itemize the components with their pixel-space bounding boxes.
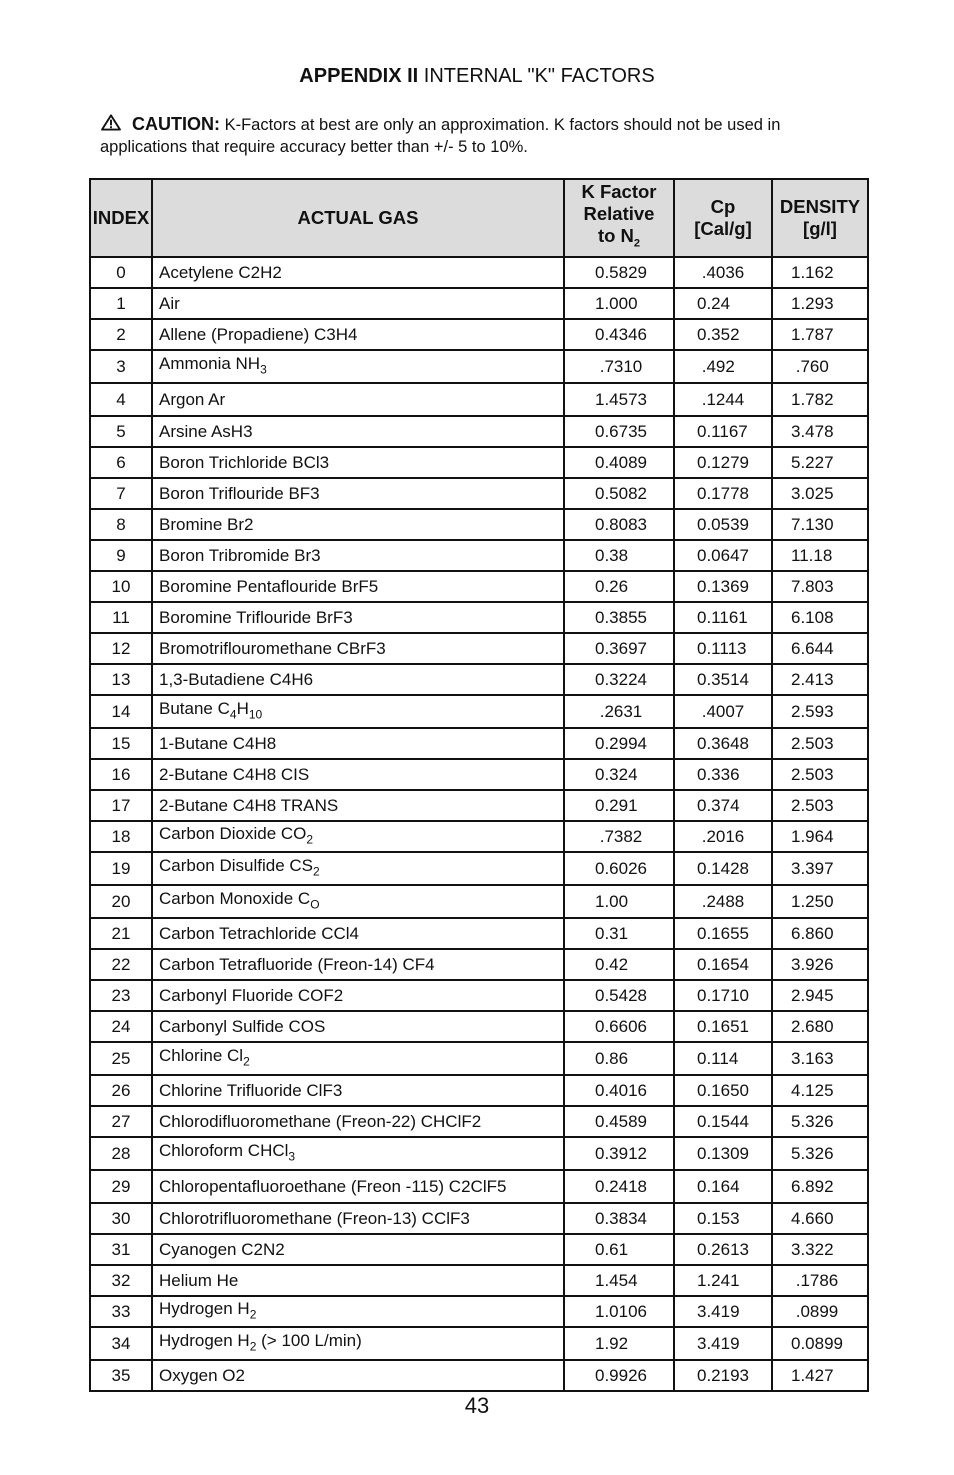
gas-name: Helium He	[159, 1270, 239, 1290]
cell-gas	[152, 918, 564, 949]
gas-name: 1,3-Butadiene C4H6	[159, 669, 314, 689]
table-body	[90, 257, 868, 1391]
cell-cp: .1244	[674, 383, 772, 416]
gas-name: Carbon Tetrachloride CCl4	[159, 923, 360, 943]
gas-name: Butane C	[159, 698, 230, 718]
cell-index: 4	[90, 383, 152, 416]
cell-gas	[152, 257, 564, 288]
table-row	[90, 1042, 868, 1075]
cell-gas	[152, 383, 564, 416]
cell-density: 2.413	[772, 664, 868, 695]
cell-cp: 0.1710	[674, 980, 772, 1011]
cell-index: 12	[90, 633, 152, 664]
cell-k-factor: 0.4089	[564, 447, 674, 478]
cell-density: 1.427	[772, 1360, 868, 1391]
cell-cp: 0.153	[674, 1203, 772, 1234]
cell-gas	[152, 571, 564, 602]
cell-density: .760	[772, 350, 868, 383]
gas-name: Hydrogen H	[159, 1298, 250, 1318]
cell-index: 18	[90, 821, 152, 852]
gas-name: Chlorodifluoromethane (Freon-22) CHClF2	[159, 1111, 482, 1131]
cell-index: 21	[90, 918, 152, 949]
gas-name: Cyanogen C2N2	[159, 1239, 285, 1259]
gas-name: Chlorine Trifluoride ClF3	[159, 1080, 343, 1100]
table-row	[90, 633, 868, 664]
cell-index: 32	[90, 1265, 152, 1296]
table-row	[90, 416, 868, 447]
table-row	[90, 759, 868, 790]
cell-index: 22	[90, 949, 152, 980]
cell-density: 6.860	[772, 918, 868, 949]
col-header-index: INDEX	[90, 179, 152, 257]
cell-gas	[152, 1137, 564, 1170]
gas-name: Carbon Tetrafluoride (Freon-14) CF4	[159, 954, 435, 974]
cell-index: 29	[90, 1170, 152, 1203]
cell-gas	[152, 1106, 564, 1137]
gas-name: Bromine Br2	[159, 514, 254, 534]
table-row	[90, 540, 868, 571]
gas-name: Carbon Monoxide C	[159, 888, 311, 908]
cell-gas	[152, 1203, 564, 1234]
cell-density: 2.593	[772, 695, 868, 728]
table-row	[90, 288, 868, 319]
cell-index: 24	[90, 1011, 152, 1042]
cell-gas	[152, 1234, 564, 1265]
gas-subscript: 4	[229, 707, 237, 722]
col-header-k-factor	[564, 179, 674, 257]
gas-name: Carbonyl Fluoride COF2	[159, 985, 344, 1005]
cell-cp: .4007	[674, 695, 772, 728]
cell-gas	[152, 478, 564, 509]
cell-density: 6.892	[772, 1170, 868, 1203]
table-row	[90, 821, 868, 852]
cell-gas	[152, 949, 564, 980]
cell-k-factor: 1.454	[564, 1265, 674, 1296]
cell-index: 2	[90, 319, 152, 350]
cell-cp: 0.3648	[674, 728, 772, 759]
cell-density: 1.162	[772, 257, 868, 288]
cell-k-factor: 0.86	[564, 1042, 674, 1075]
cell-k-factor: 0.42	[564, 949, 674, 980]
cell-gas	[152, 447, 564, 478]
cell-density: 4.660	[772, 1203, 868, 1234]
gas-name: 2-Butane C4H8 CIS	[159, 764, 310, 784]
table-row	[90, 1170, 868, 1203]
cell-density: 3.478	[772, 416, 868, 447]
cell-cp: 0.1309	[674, 1137, 772, 1170]
cell-k-factor: 1.000	[564, 288, 674, 319]
k-header-line1: K Factor	[581, 181, 657, 203]
gas-name: Argon Ar	[159, 389, 226, 409]
cell-gas	[152, 1265, 564, 1296]
cell-gas	[152, 602, 564, 633]
col-header-cp	[674, 179, 772, 257]
cell-density: 7.803	[772, 571, 868, 602]
cell-cp: 0.1161	[674, 602, 772, 633]
cell-density: 3.025	[772, 478, 868, 509]
cell-cp: .2016	[674, 821, 772, 852]
cell-density: 1.250	[772, 885, 868, 918]
cell-cp: 0.0539	[674, 509, 772, 540]
cell-k-factor: 1.0106	[564, 1296, 674, 1327]
cell-cp: 0.352	[674, 319, 772, 350]
cell-density: .1786	[772, 1265, 868, 1296]
cell-gas	[152, 790, 564, 821]
cell-cp: 0.1655	[674, 918, 772, 949]
cell-index: 20	[90, 885, 152, 918]
cell-k-factor: 0.324	[564, 759, 674, 790]
table-row	[90, 447, 868, 478]
gas-name: Oxygen O2	[159, 1365, 245, 1385]
cell-gas	[152, 695, 564, 728]
table-row	[90, 257, 868, 288]
cell-k-factor: 1.4573	[564, 383, 674, 416]
gas-name: Boron Tribromide Br3	[159, 545, 321, 565]
cell-k-factor: .7382	[564, 821, 674, 852]
gas-name: Chlorine Cl	[159, 1045, 244, 1065]
cell-index: 33	[90, 1296, 152, 1327]
cell-k-factor: .7310	[564, 350, 674, 383]
table-row	[90, 1106, 868, 1137]
cell-gas	[152, 633, 564, 664]
cp-header-line1: Cp	[710, 196, 736, 217]
cell-k-factor: 1.92	[564, 1327, 674, 1360]
gas-subscript: 2	[306, 832, 314, 847]
cell-density: 2.945	[772, 980, 868, 1011]
cell-gas	[152, 821, 564, 852]
table-row	[90, 602, 868, 633]
cell-density: 4.125	[772, 1075, 868, 1106]
cell-gas	[152, 416, 564, 447]
gas-name: Hydrogen H	[159, 1330, 250, 1350]
cell-k-factor: 1.00	[564, 885, 674, 918]
cell-gas	[152, 509, 564, 540]
cell-gas	[152, 885, 564, 918]
cell-index: 7	[90, 478, 152, 509]
page-title	[0, 64, 954, 88]
table-row	[90, 1075, 868, 1106]
table-row	[90, 885, 868, 918]
k-header-line3: to N	[597, 225, 634, 247]
cell-gas	[152, 350, 564, 383]
cell-cp: 0.1651	[674, 1011, 772, 1042]
cell-cp: .492	[674, 350, 772, 383]
cell-gas	[152, 1075, 564, 1106]
cell-k-factor: 0.3912	[564, 1137, 674, 1170]
table-row	[90, 664, 868, 695]
gas-name: 1-Butane C4H8	[159, 733, 277, 753]
cell-index: 0	[90, 257, 152, 288]
cell-index: 6	[90, 447, 152, 478]
gas-name: Boromine Triflouride BrF3	[159, 607, 353, 627]
cell-index: 35	[90, 1360, 152, 1391]
cell-index: 8	[90, 509, 152, 540]
cell-density: 2.503	[772, 759, 868, 790]
cell-index: 17	[90, 790, 152, 821]
density-header-line2: [g/l]	[803, 218, 837, 239]
cell-cp: 0.1778	[674, 478, 772, 509]
cell-density: 0.0899	[772, 1327, 868, 1360]
cell-cp: 0.1279	[674, 447, 772, 478]
table-row	[90, 728, 868, 759]
gas-subscript: 2	[249, 1339, 257, 1354]
gas-name: Chlorotrifluoromethane (Freon-13) CClF3	[159, 1208, 470, 1228]
gas-name: Boron Trichloride BCl3	[159, 452, 330, 472]
page-number: 43	[464, 1393, 490, 1418]
cell-cp: 0.336	[674, 759, 772, 790]
table-row	[90, 918, 868, 949]
cell-k-factor: 0.31	[564, 918, 674, 949]
cell-index: 11	[90, 602, 152, 633]
table-row	[90, 350, 868, 383]
cell-index: 28	[90, 1137, 152, 1170]
table-row	[90, 478, 868, 509]
warning-triangle-icon	[100, 114, 122, 131]
cell-density: 2.503	[772, 790, 868, 821]
table-header-row	[90, 179, 868, 257]
table-row	[90, 571, 868, 602]
cell-gas	[152, 1011, 564, 1042]
k-header-sub: 2	[633, 237, 641, 250]
cell-index: 19	[90, 852, 152, 885]
cell-density: 6.108	[772, 602, 868, 633]
table-row	[90, 1234, 868, 1265]
cell-k-factor: 0.38	[564, 540, 674, 571]
cell-k-factor: 0.3855	[564, 602, 674, 633]
cell-index: 13	[90, 664, 152, 695]
gas-name: Chloroform CHCl	[159, 1140, 289, 1160]
cell-gas	[152, 1327, 564, 1360]
gas-name: Carbon Disulfide CS	[159, 855, 314, 875]
cell-cp: 0.1650	[674, 1075, 772, 1106]
gas-name: Carbon Dioxide CO	[159, 823, 307, 843]
table-row	[90, 1327, 868, 1360]
cell-index: 10	[90, 571, 152, 602]
cell-index: 14	[90, 695, 152, 728]
cell-cp: 0.374	[674, 790, 772, 821]
cell-cp: 0.1167	[674, 416, 772, 447]
cell-cp: 0.164	[674, 1170, 772, 1203]
cell-gas	[152, 759, 564, 790]
cell-k-factor: 0.4589	[564, 1106, 674, 1137]
table-row	[90, 1360, 868, 1391]
table-row	[90, 383, 868, 416]
cell-cp: 0.1428	[674, 852, 772, 885]
cell-gas	[152, 1360, 564, 1391]
cell-cp: 0.1654	[674, 949, 772, 980]
cell-cp: 0.1113	[674, 633, 772, 664]
cp-header-line2: [Cal/g]	[694, 218, 752, 239]
cell-gas	[152, 288, 564, 319]
cell-density: 3.397	[772, 852, 868, 885]
cell-index: 23	[90, 980, 152, 1011]
cell-index: 25	[90, 1042, 152, 1075]
cell-cp: 3.419	[674, 1296, 772, 1327]
cell-cp: 0.3514	[674, 664, 772, 695]
cell-index: 27	[90, 1106, 152, 1137]
gas-name: Arsine AsH3	[159, 421, 253, 441]
cell-index: 15	[90, 728, 152, 759]
col-header-gas: ACTUAL GAS	[152, 179, 564, 257]
table-row	[90, 980, 868, 1011]
cell-index: 9	[90, 540, 152, 571]
cell-density: 1.964	[772, 821, 868, 852]
cell-k-factor: 0.61	[564, 1234, 674, 1265]
cell-density: 1.782	[772, 383, 868, 416]
cell-index: 5	[90, 416, 152, 447]
cell-density: 5.326	[772, 1137, 868, 1170]
gas-name: Boromine Pentaflouride BrF5	[159, 576, 379, 596]
cell-density: 11.18	[772, 540, 868, 571]
cell-index: 34	[90, 1327, 152, 1360]
cell-cp: 0.2193	[674, 1360, 772, 1391]
caution-note	[100, 113, 860, 158]
cell-gas	[152, 664, 564, 695]
cell-gas	[152, 1042, 564, 1075]
cell-density: 1.787	[772, 319, 868, 350]
gas-name: Boron Triflouride BF3	[159, 483, 320, 503]
cell-k-factor: 0.26	[564, 571, 674, 602]
cell-gas	[152, 1170, 564, 1203]
cell-gas	[152, 319, 564, 350]
cell-k-factor: 0.5428	[564, 980, 674, 1011]
cell-k-factor: 0.2418	[564, 1170, 674, 1203]
cell-cp: 0.24	[674, 288, 772, 319]
page-title-rest: INTERNAL "K" FACTORS	[418, 65, 655, 87]
caution-text: K-Factors at best are only an approximation. K factors should not be used in applications that require accuracy better than +/- 5 to 10%.	[100, 116, 781, 156]
table-row	[90, 695, 868, 728]
cell-density: 7.130	[772, 509, 868, 540]
cell-k-factor: 0.3697	[564, 633, 674, 664]
k-header-line2: Relative	[583, 203, 655, 225]
cell-cp: 1.241	[674, 1265, 772, 1296]
cell-cp: 0.2613	[674, 1234, 772, 1265]
table-row	[90, 1265, 868, 1296]
cell-cp: 0.1544	[674, 1106, 772, 1137]
cell-density: .0899	[772, 1296, 868, 1327]
cell-density: 5.227	[772, 447, 868, 478]
cell-cp: .4036	[674, 257, 772, 288]
cell-cp: .2488	[674, 885, 772, 918]
k-factor-table	[89, 178, 869, 1392]
table-row	[90, 1203, 868, 1234]
gas-name: Bromotriflouromethane CBrF3	[159, 638, 386, 658]
cell-k-factor: .2631	[564, 695, 674, 728]
gas-name: Allene (Propadiene) C3H4	[159, 324, 358, 344]
cell-cp: 0.1369	[674, 571, 772, 602]
gas-name-tail: (> 100 L/min)	[256, 1330, 362, 1350]
cell-gas	[152, 980, 564, 1011]
cell-k-factor: 0.3834	[564, 1203, 674, 1234]
cell-density: 3.926	[772, 949, 868, 980]
cell-density: 6.644	[772, 633, 868, 664]
table-row	[90, 852, 868, 885]
gas-name: 2-Butane C4H8 TRANS	[159, 795, 339, 815]
gas-subscript: 3	[288, 1149, 296, 1164]
cell-k-factor: 0.291	[564, 790, 674, 821]
gas-subscript: 3	[260, 362, 267, 377]
gas-name-mid: H	[236, 698, 249, 718]
table-row	[90, 949, 868, 980]
cell-density: 5.326	[772, 1106, 868, 1137]
gas-subscript: 2	[243, 1054, 250, 1069]
table-row	[90, 790, 868, 821]
cell-k-factor: 0.2994	[564, 728, 674, 759]
cell-k-factor: 0.4016	[564, 1075, 674, 1106]
cell-index: 16	[90, 759, 152, 790]
table-row	[90, 319, 868, 350]
cell-density: 2.680	[772, 1011, 868, 1042]
cell-k-factor: 0.4346	[564, 319, 674, 350]
cell-index: 31	[90, 1234, 152, 1265]
cell-density: 2.503	[772, 728, 868, 759]
cell-index: 26	[90, 1075, 152, 1106]
cell-cp: 3.419	[674, 1327, 772, 1360]
cell-k-factor: 0.9926	[564, 1360, 674, 1391]
col-header-density	[772, 179, 868, 257]
gas-name: Ammonia NH	[159, 353, 261, 373]
cell-k-factor: 0.8083	[564, 509, 674, 540]
cell-density: 3.163	[772, 1042, 868, 1075]
cell-k-factor: 0.6026	[564, 852, 674, 885]
cell-cp: 0.114	[674, 1042, 772, 1075]
gas-subscript: 2	[313, 864, 320, 879]
table-row	[90, 1137, 868, 1170]
cell-cp: 0.0647	[674, 540, 772, 571]
cell-index: 1	[90, 288, 152, 319]
gas-name: Chloropentafluoroethane (Freon -115) C2ClF5	[159, 1176, 507, 1196]
cell-gas	[152, 852, 564, 885]
page-title-lead: APPENDIX II	[299, 65, 419, 87]
gas-name: Acetylene C2H2	[159, 262, 282, 282]
cell-index: 3	[90, 350, 152, 383]
cell-k-factor: 0.6735	[564, 416, 674, 447]
cell-k-factor: 0.5829	[564, 257, 674, 288]
cell-gas	[152, 728, 564, 759]
cell-gas	[152, 540, 564, 571]
cell-index: 30	[90, 1203, 152, 1234]
table-row	[90, 1011, 868, 1042]
cell-k-factor: 0.6606	[564, 1011, 674, 1042]
table-row	[90, 1296, 868, 1327]
cell-k-factor: 0.3224	[564, 664, 674, 695]
gas-name: Air	[159, 293, 180, 313]
table-row	[90, 509, 868, 540]
gas-subscript: O	[310, 897, 320, 912]
cell-density: 1.293	[772, 288, 868, 319]
density-header-line1: DENSITY	[779, 196, 861, 217]
gas-name: Carbonyl Sulfide COS	[159, 1016, 326, 1036]
gas-subscript-2: 10	[248, 707, 263, 722]
gas-subscript: 2	[249, 1307, 257, 1322]
cell-gas	[152, 1296, 564, 1327]
cell-k-factor: 0.5082	[564, 478, 674, 509]
cell-density: 3.322	[772, 1234, 868, 1265]
caution-label: CAUTION:	[132, 114, 220, 134]
